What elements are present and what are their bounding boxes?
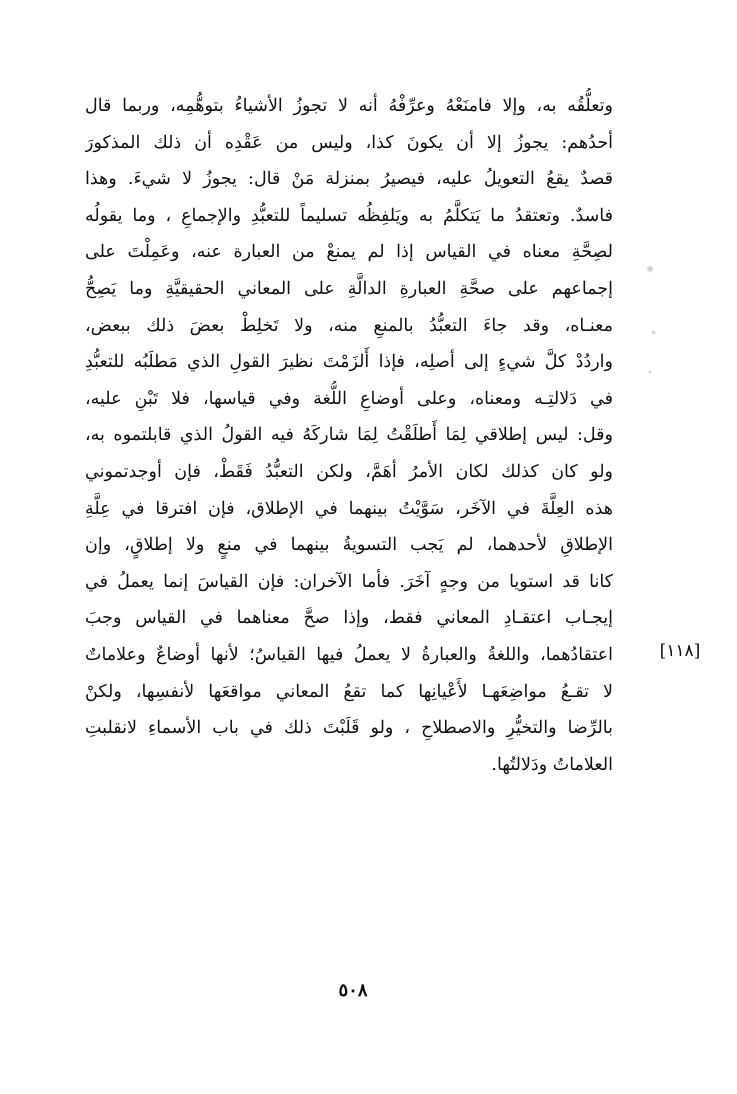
text-line: إجماعهم على صحَّةِ العبارةِ الدالَّةِ على المعاني الحقيقيَّةِ وما يَصِحُّ <box>85 278 613 299</box>
text-line: أحدُهم: يجوزُ إلا أن يكونَ كذا، وليس من عَقْدِه أن ذلك المذكورَ <box>85 132 613 153</box>
text-line: هذه العِلَّةَ في الآخَر، سَوَّيْتُ بينهما في الإطلاق، فإن افترقا في عِلَّةِ <box>85 498 613 519</box>
paper-speck <box>646 265 654 273</box>
text-line: قصدٌ يقعُ التعويلُ عليه، فيصيرُ بمنزلة مَنْ قال: يجوزُ لا شيءَ. وهذا <box>85 169 613 190</box>
text-line: الإطلاقِ لأحدهما، لم يَجب التسويةُ بينهما في منعٍ ولا إطلاقٍ، وإن <box>85 535 613 556</box>
paper-speck <box>651 330 656 335</box>
paper-speck <box>648 370 652 374</box>
text-line: بالرِّضا والتخيُّرِ والاصطلاحِ ، ولو قَلَبْتَ ذلك في باب الأسماءِ لانقلبتِ <box>85 718 613 739</box>
text-line: لصِحَّةِ معناه في القياس إذا لم يمنعْ من العبارة عنه، وعَمِلْتَ على <box>85 242 613 263</box>
margin-page-reference: [١١٨] <box>659 641 701 661</box>
text-line: فاسدٌ. وتعتقدُ ما يَتكلَّمُ به ويَلفِظُه تسليماً للتعبُّدِ والإجماعِ ، وما يقولُه <box>85 205 613 226</box>
text-line-last: العلاماتُ ودَلالتُها. <box>491 754 613 775</box>
text-line: وقل: ليس إطلاقي لِمَا أَطلَقْتُ لِمَا شاركَهُ فيه القولُ الذي قابلتموه به، <box>85 425 613 446</box>
text-line: كانا قد استويا من وجهٍ آخَرَ. فأما الآخران: فإن القياسَ إنما يعملُ في <box>85 571 613 592</box>
text-line: في دَلالتِـه ومعناه، وعلى أوضاعِ اللُّغة وفي قياسها، فلا تَبْنِ عليه، <box>85 388 613 409</box>
text-line: لا تقـعُ مواضِعَهـا لأَعْيانِها كما تقعُ المعاني مواقعَها لأنفسِها، ولكنْ <box>85 681 613 702</box>
text-line: اعتقادُهما، واللغةُ والعبارةُ لا يعملُ فيها القياسُ؛ لأنها أوضاعٌ وعلاماتٌ <box>85 644 613 665</box>
body-text <box>85 88 613 783</box>
text-line: إيجـاب اعتقـادِ المعاني فقط، وإذا صحَّ معناهما في القياس وجبَ <box>85 608 613 629</box>
page-number: ٥٠٨ <box>338 980 368 1001</box>
text-line: ولو كان كذلك لكان الأمرُ أهَمَّ، ولكن التعبُّدُ فَقَطْ، فإن أوجدتموني <box>85 461 613 482</box>
text-line: معنـاه، وقد جاءَ التعبُّدُ بالمنعِ منه، ولا تَخلِطْ بعضَ ذلك ببعض، <box>85 315 613 336</box>
text-line: وتعلُّقُه به، وإلا فامنَعْهُ وعرِّفْهُ أنه لا تجوزُ الأشياءُ بتوهُّمِه، وربما قال <box>85 96 613 116</box>
text-line: واردُدْ كلَّ شيءٍ إلى أصلِه، فإذا أَلزَمْتَ نظيرَ القولِ الذي مَطلَبُه للتعبُّدِ <box>85 352 613 373</box>
